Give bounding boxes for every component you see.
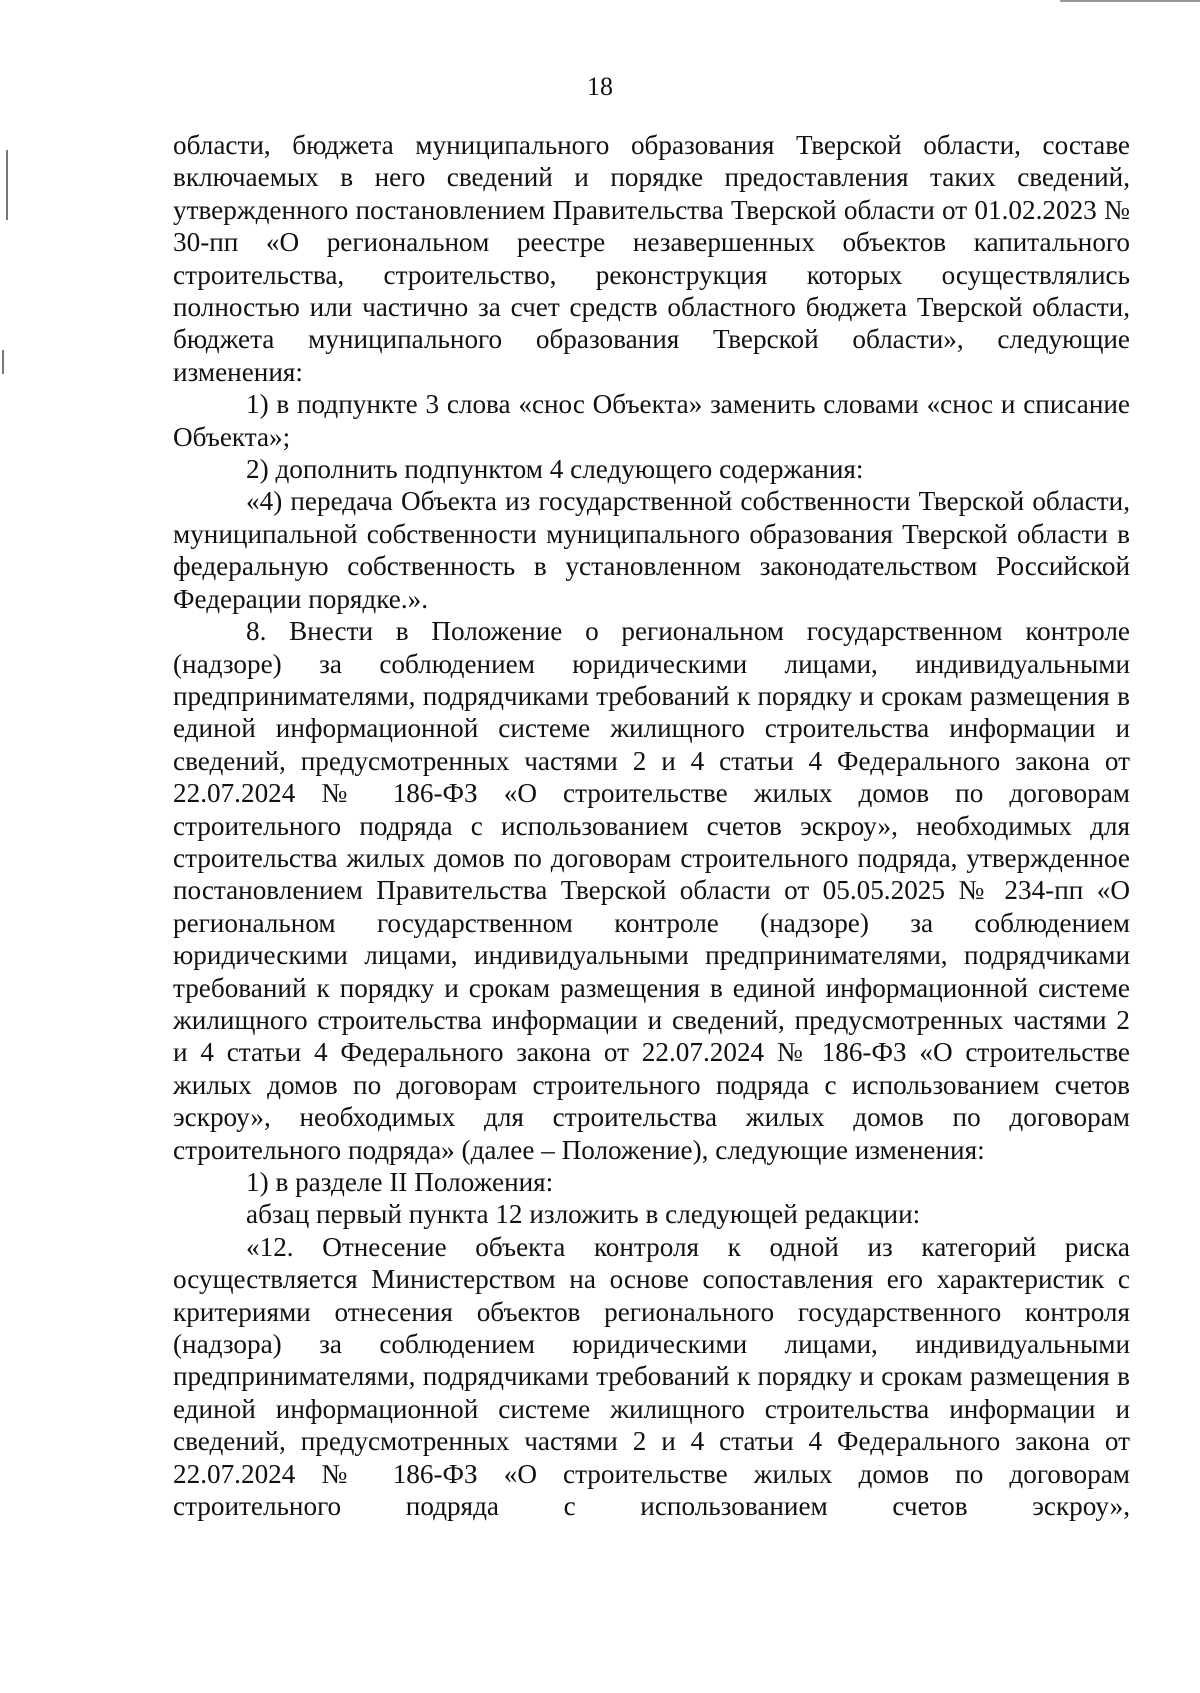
paragraph-section-ii: 1) в разделе II Положения: (246, 1167, 554, 1197)
paragraph-continuation: области, бюджета муниципального образования Тверской области, составе включаемых в него сведений и порядке предоставления таких сведений, утвержденного постановлением Правительства Тверской области от 01.02.2023 № 30-пп «О региональном реестре незавершенных объектов капитального строительства, строительство, реконструкция которых осуществлялись полностью или частично за счет средств областного бюджета Тверской области, бюджета муниципального образования Тверской области», следующие изменения: (173, 130, 1130, 387)
scan-edge-mark-top (1060, 0, 1200, 2)
paragraph-item-8: 8. Внести в Положение о региональном государственном контроле (надзоре) за соблюдением юридическими лицами, индивидуальными предпринимателями, подрядчиками требований к порядку и срокам размещения в единой информационной системе жилищного строительства информации и сведений, предусмотренных частями 2 и 4 статьи 4 Федерального закона от 22.07.2024 № 186-ФЗ «О строительстве жилых домов по договорам строительного подряда с использованием счетов эскроу», необходимых для строительства жилых домов по договорам строительного подряда, утвержденное постановлением Правительства Тверской области от 05.05.2025 № 234-пп «О региональном государственном контроле (надзоре) за соблюдением юридическими лицами, индивидуальными предпринимателями, подрядчиками требований к порядку и срокам размещения в единой информационной системе жилищного строительства информации и сведений, предусмотренных частями 2 и 4 статьи 4 Федерального закона от 22.07.2024 № 186-ФЗ «О строительстве жилых домов по договорам строительного подряда с использованием счетов эскроу», необходимых для строительства жилых домов по договорам строительного подряда» (далее – Положение), следующие изменения: (173, 616, 1130, 1165)
scan-edge-mark-left-2 (2, 350, 4, 374)
paragraph-subitem-1: 1) в подпункте 3 слова «снос Объекта» заменить словами «снос и списание Объекта»; (173, 389, 1130, 452)
scan-edge-mark-left (6, 150, 8, 220)
page-number: 18 (587, 72, 613, 101)
paragraph-abzac-12: абзац первый пункта 12 изложить в следующей редакции: (246, 1199, 921, 1230)
paragraph-quoted-subitem-4: «4) передача Объекта из государственной собственности Тверской области, муниципальной собственности муниципального образования Тверской области в федеральную собственность в установленном законодательством Российской Федерации порядке.». (173, 486, 1130, 614)
paragraph-subitem-2: 2) дополнить подпунктом 4 следующего содержания: (246, 454, 864, 485)
document-body (173, 129, 1130, 1522)
paragraph-quoted-item-12: «12. Отнесение объекта контроля к одной из категорий риска осуществляется Министерством на основе сопоставления его характеристик с критериями отнесения объектов регионального государственного контроля (надзора) за соблюдением юридическими лицами, индивидуальными предпринимателями, подрядчиками требований к порядку и срокам размещения в единой информационной системе жилищного строительства информации и сведений, предусмотренных частями 2 и 4 статьи 4 Федерального закона от 22.07.2024 № 186-ФЗ «О строительстве жилых домов по договорам строительного подряда с использованием счетов эскроу», (173, 1231, 1130, 1522)
